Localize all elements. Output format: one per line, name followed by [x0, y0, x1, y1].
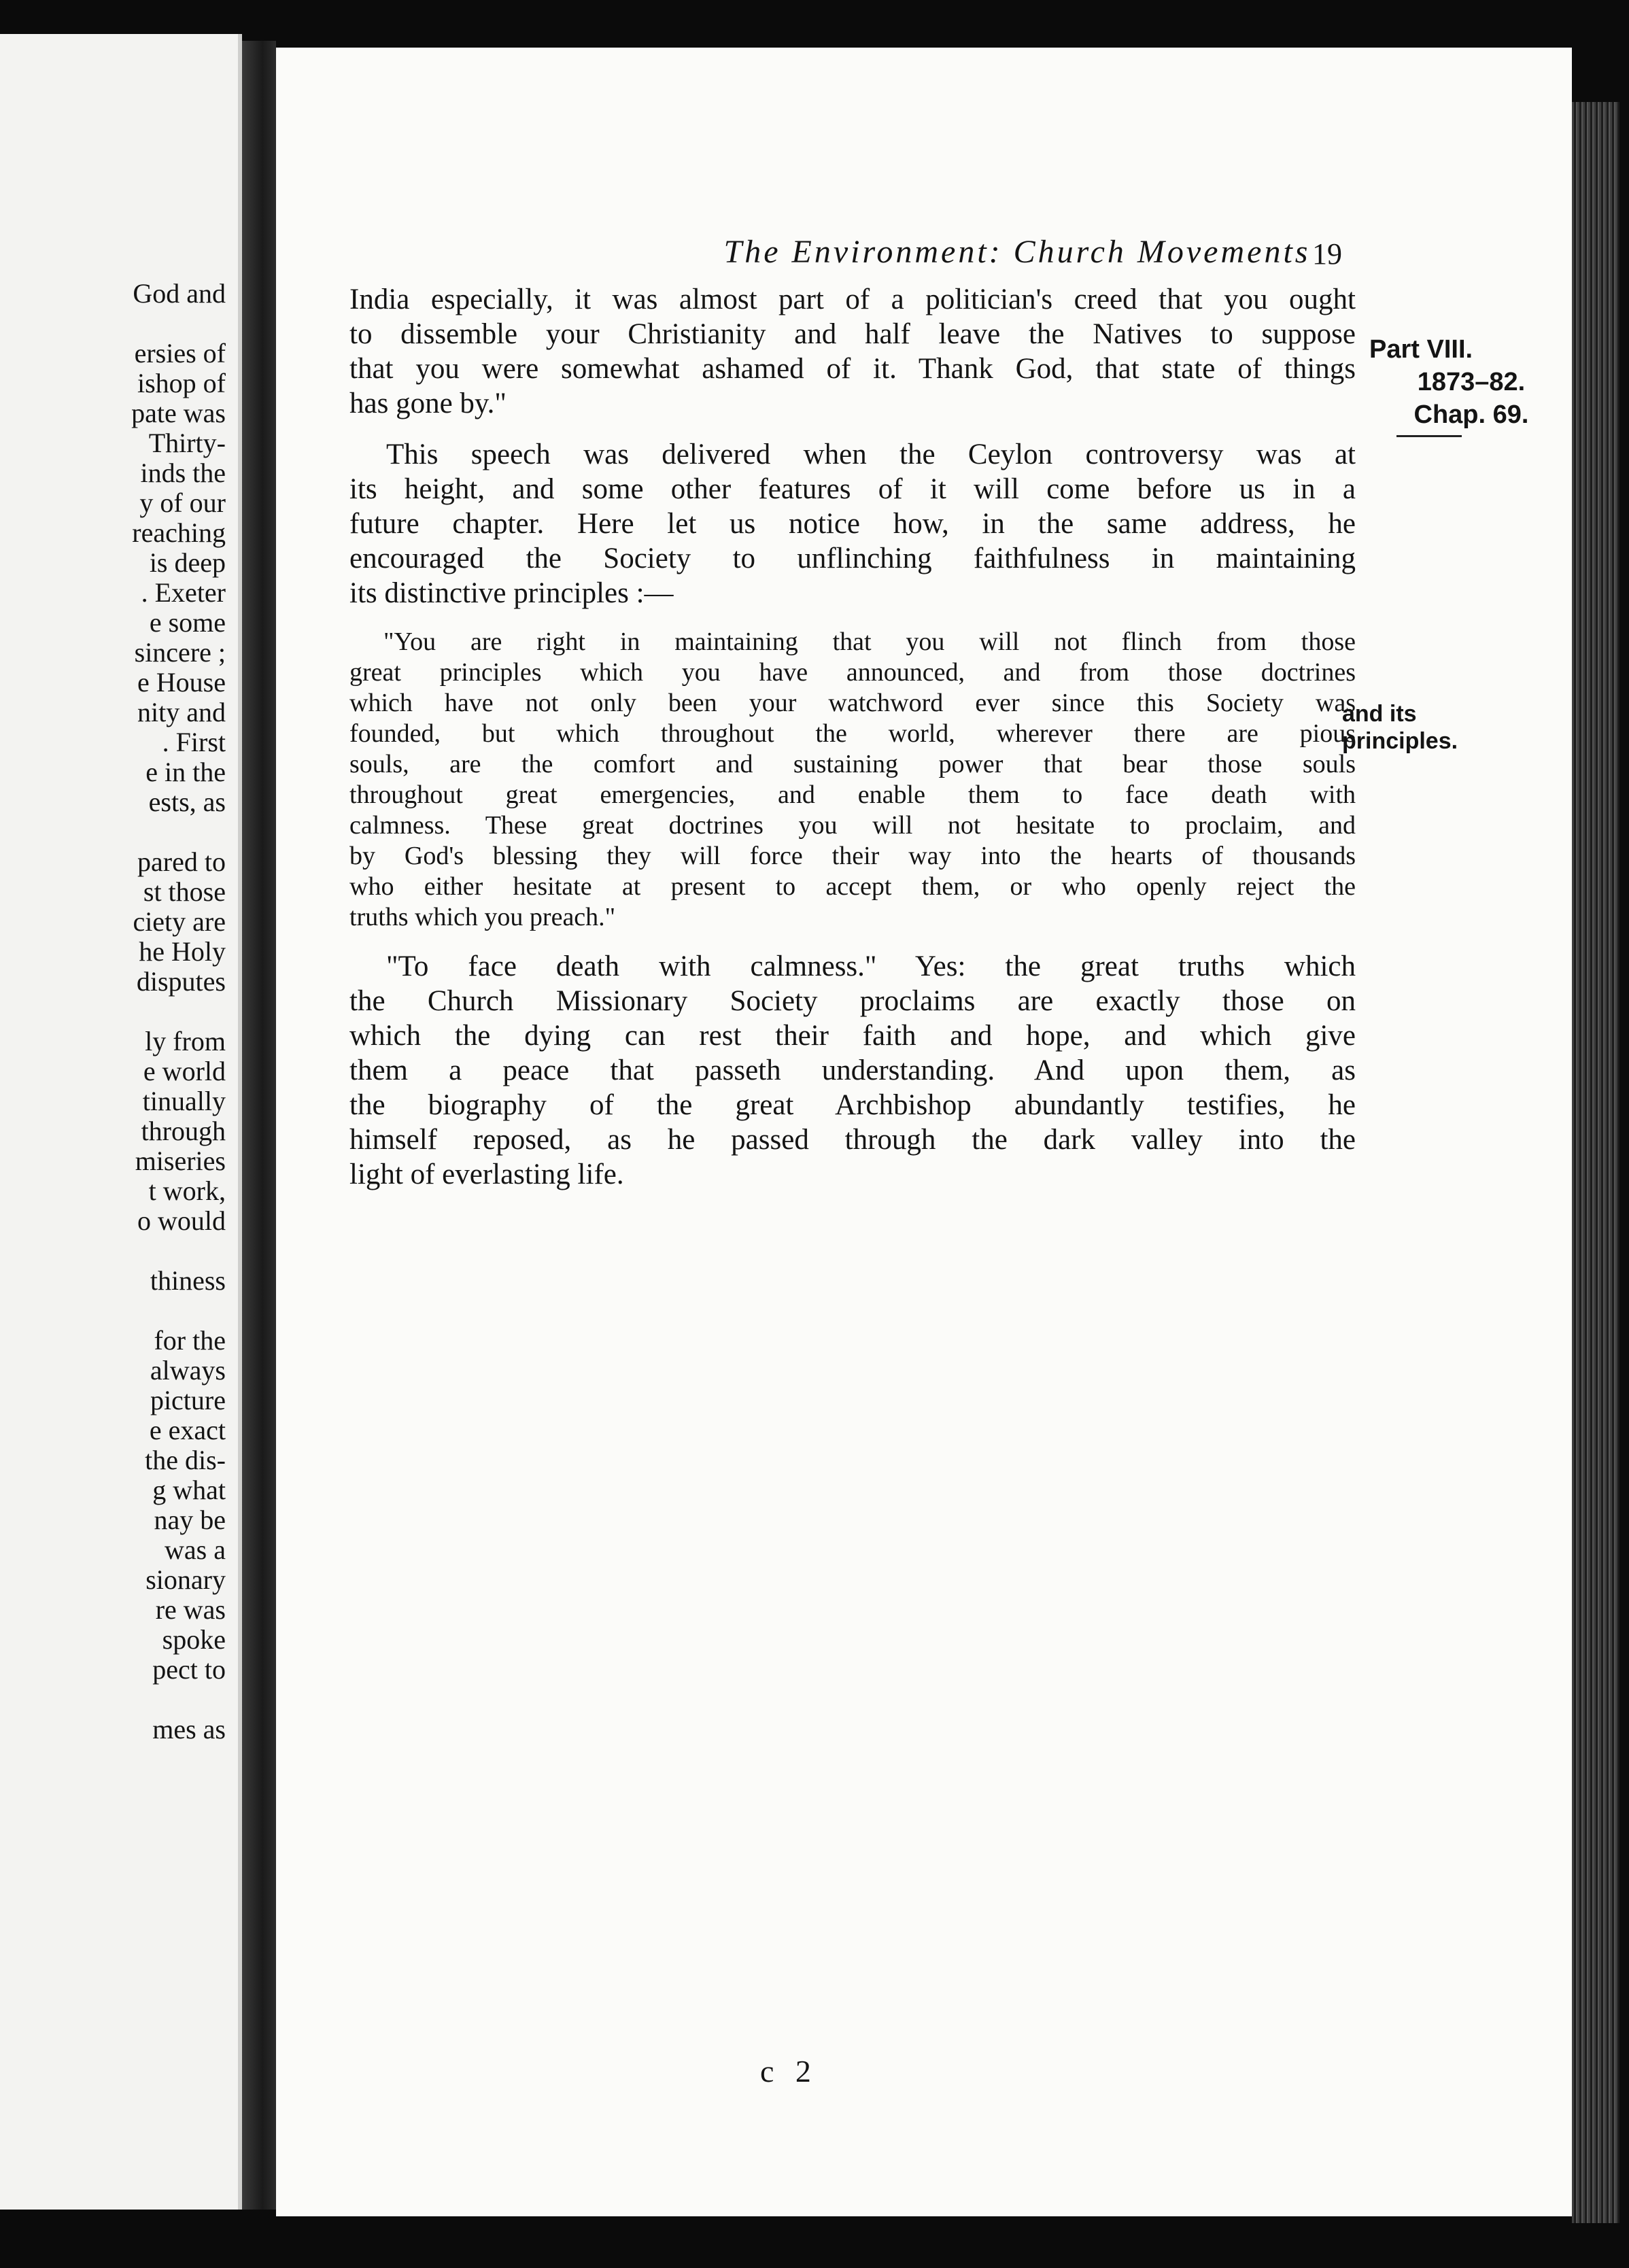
text-line: future chapter. Here let us notice how, in the same address, he [349, 508, 1356, 540]
left-text-line: e exact [149, 1415, 226, 1445]
running-head: The Environment: Church Movements [723, 234, 1311, 270]
left-text-line: g what [152, 1475, 226, 1505]
left-text-line: e some [149, 608, 226, 638]
text-line: light of everlasting life. [349, 1158, 624, 1190]
text-line: the Church Missionary Society proclaims are exactly those on [349, 985, 1356, 1017]
text-line: This speech was delivered when the Ceylon controversy was at [386, 439, 1356, 470]
page-number: 19 [1312, 237, 1342, 271]
text-line: has gone by." [349, 388, 507, 419]
left-text-line: thiness [150, 1266, 226, 1296]
text-line: great principles which you have announced, and from those doctrines [349, 658, 1356, 687]
left-text-line: miseries [135, 1146, 226, 1176]
left-text-line: e world [143, 1056, 226, 1086]
left-text-line: ersies of [134, 339, 226, 368]
text-line: "To face death with calmness." Yes: the great truths which [386, 950, 1356, 982]
margin-years: 1873–82. [1417, 368, 1526, 396]
text-line: the biography of the great Archbishop abundantly testifies, he [349, 1089, 1356, 1121]
text-line: that you were somewhat ashamed of it. Thank God, that state of things [349, 353, 1356, 385]
text-line: them a peace that passeth understanding. And upon them, as [349, 1054, 1356, 1086]
left-page-text [0, 279, 226, 1745]
left-text-line: sionary [145, 1565, 226, 1595]
left-text-line [0, 1685, 226, 1715]
left-text-line: picture [150, 1386, 226, 1415]
left-text-line: is deep [149, 548, 226, 578]
text-line: its height, and some other features of it will come before us in a [349, 473, 1356, 505]
left-text-line: pared to [137, 847, 226, 877]
paragraph-2 [349, 437, 1356, 611]
margin-notes [1369, 333, 1573, 431]
left-text-line: ishop of [137, 368, 226, 398]
text-line: throughout great emergencies, and enable them to face death with [349, 780, 1356, 809]
left-text-line: sincere ; [134, 638, 226, 668]
left-text-line: was a [165, 1535, 226, 1565]
left-text-line: nity and [137, 698, 226, 727]
left-text-line: . First [162, 727, 226, 757]
left-text-line [0, 309, 226, 339]
left-text-line: st those [143, 877, 226, 907]
left-text-line: . Exeter [141, 578, 226, 608]
text-line: calmness. These great doctrines you will not hesitate to proclaim, and [349, 811, 1356, 840]
left-text-line: pect to [152, 1655, 226, 1685]
left-text-line: he Holy [139, 937, 226, 967]
left-text-line: spoke [162, 1625, 226, 1655]
text-line: which the dying can rest their faith and hope, and which give [349, 1020, 1356, 1052]
left-text-line: y of our [139, 488, 226, 518]
left-text-line: inds the [140, 458, 226, 488]
left-text-line: disputes [136, 967, 226, 997]
margin-chapter: Chap. 69. [1413, 400, 1529, 429]
left-text-line: ests, as [148, 787, 226, 817]
left-text-line: God and [133, 279, 226, 309]
left-text-line: e in the [145, 757, 226, 787]
text-line: its distinctive principles :— [349, 577, 674, 609]
block-quote [349, 627, 1356, 933]
text-line: encouraged the Society to unflinching faithfulness in maintaining [349, 543, 1356, 574]
left-text-line: the dis- [145, 1445, 226, 1475]
left-text-line [0, 1236, 226, 1266]
book-gutter [242, 41, 276, 2210]
margin-part: Part VIII. [1369, 335, 1473, 364]
text-line: India especially, it was almost part of a politician's creed that you ought [349, 284, 1356, 315]
left-text-line [0, 1296, 226, 1326]
text-line: souls, are the comfort and sustaining power that bear those souls [349, 750, 1356, 778]
left-text-line: always [150, 1356, 226, 1386]
side-note-line-1: and its [1342, 701, 1417, 727]
left-text-line: pate was [131, 398, 226, 428]
paragraph-3 [349, 949, 1356, 1192]
text-line: himself reposed, as he passed through the dark valley into the [349, 1124, 1356, 1156]
left-text-line: t work, [148, 1176, 226, 1206]
page-edges [1572, 102, 1619, 2223]
margin-rule [1396, 435, 1462, 437]
left-text-line: Thirty- [148, 428, 226, 458]
side-note-line-2: principles. [1342, 728, 1458, 754]
left-text-line [0, 817, 226, 847]
margin-side-note [1342, 700, 1458, 755]
left-text-line: for the [154, 1326, 226, 1356]
text-line: to dissemble your Christianity and half leave the Natives to suppose [349, 318, 1356, 350]
left-text-line: through [141, 1116, 226, 1146]
paragraph-1 [349, 282, 1356, 421]
signature-mark: c 2 [760, 2054, 818, 2089]
body-text [349, 282, 1356, 1192]
left-text-line: re was [155, 1595, 226, 1625]
text-line: "You are right in maintaining that you will not flinch from those [383, 628, 1356, 656]
right-page [276, 48, 1572, 2216]
left-text-line: reaching [132, 518, 226, 548]
left-page-fragment [0, 34, 242, 2210]
text-line: which have not only been your watchword ever since this Society was [349, 689, 1356, 717]
left-text-line: e House [137, 668, 226, 698]
left-text-line: ly from [145, 1027, 226, 1056]
text-line: who either hesitate at present to accept them, or who openly reject the [349, 872, 1356, 901]
left-text-line: nay be [154, 1505, 226, 1535]
left-text-line: ciety are [133, 907, 226, 937]
left-text-line [0, 997, 226, 1027]
text-line: founded, but which throughout the world, wherever there are pious [349, 719, 1356, 748]
left-text-line: o would [137, 1206, 226, 1236]
text-line: by God's blessing they will force their way into the hearts of thousands [349, 842, 1356, 870]
left-text-line: mes as [152, 1715, 226, 1745]
text-line: truths which you preach." [349, 903, 616, 931]
left-text-line: tinually [142, 1086, 226, 1116]
